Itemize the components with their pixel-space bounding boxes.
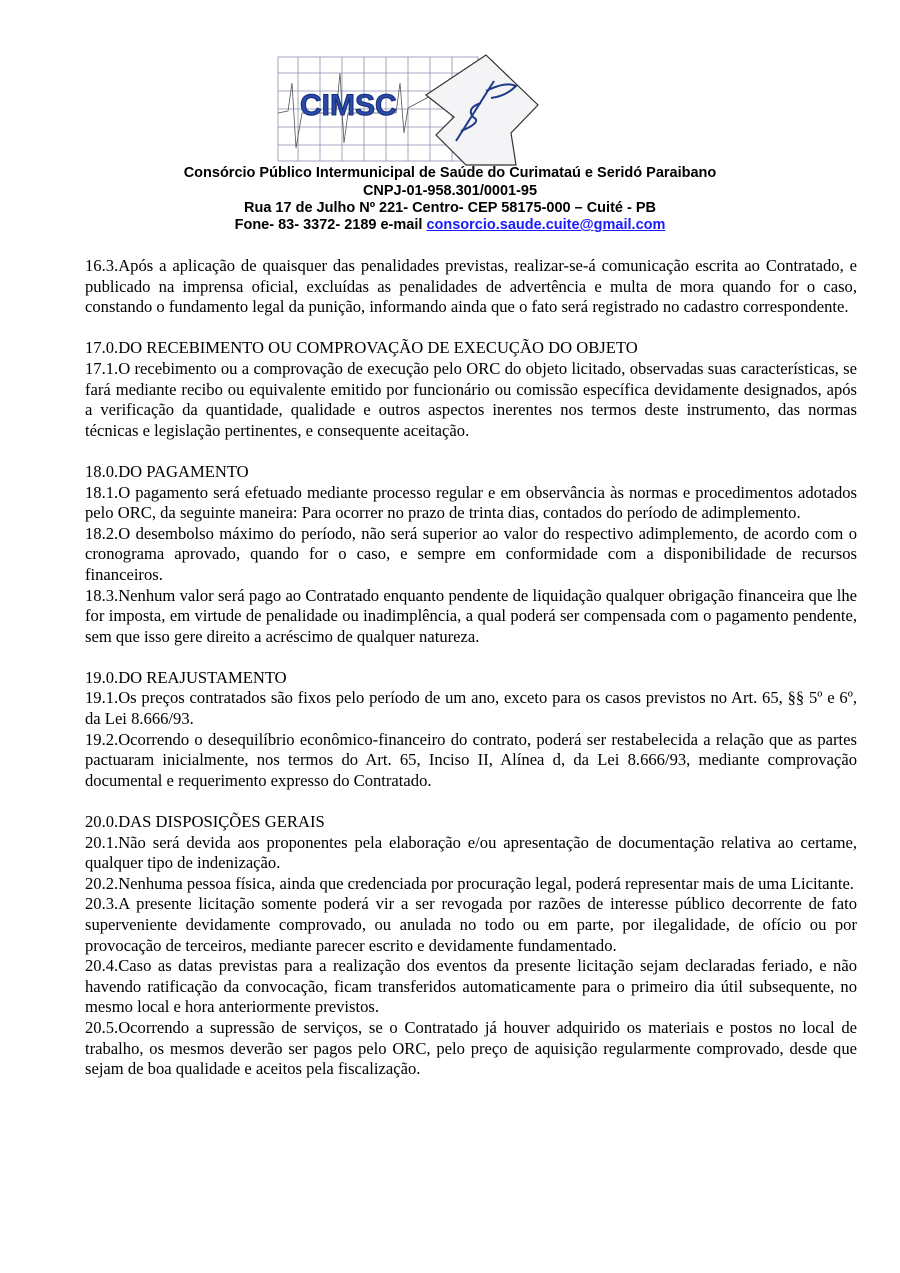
org-name: Consórcio Público Intermunicipal de Saúde do Curimataú e Seridó Paraibano [183,165,717,181]
clause-paragraph: 20.2.Nenhuma pessoa física, ainda que credenciada por procuração legal, poderá representar mais de uma Licitante. [85,873,854,893]
clause-paragraph: 18.2.O desembolso máximo do período, não será superior ao valor do respectivo adimplemento, de acordo com o cronograma aprovado, quando for o caso, e sempre em conformidade com a disponibilidade de recursos financeiros. [85,523,857,584]
document-body [85,256,857,1080]
svg-text:CIMSC: CIMSC [300,89,397,122]
clause-paragraph: 17.1.O recebimento ou a comprovação de execução pelo ORC do objeto licitado, observadas suas características, se fará mediante recibo ou equivalente emitido por funcionário ou comissão específica devidamente designados, após a verificação da quantidade, qualidade e outros aspectos inerentes nos termos deste instrumento, das normas técnicas e legislação pertinentes, e consequente aceitação. [85,358,857,440]
clause-paragraph: 16.3.Após a aplicação de quaisquer das penalidades previstas, realizar-se-á comunicação escrita ao Contratado, e publicado na imprensa oficial, excluídas as penalidades de advertência e multa de mora quando for o caso, constando o fundamento legal da punição, informando ainda que o fato será registrado no cadastro correspondente. [85,256,857,317]
spacer [85,647,857,668]
clause-paragraph: 18.1.O pagamento será efetuado mediante processo regular e em observância às normas e procedimentos adotados pelo ORC, da seguinte maneira: Para ocorrer no prazo de trinta dias, contados do período de adimplemento. [85,482,857,523]
clause-paragraph: 18.3.Nenhum valor será pago ao Contratado enquanto pendente de liquidação qualquer obrigação financeira que lhe for imposta, em virtude de penalidade ou inadimplência, a qual poderá ser compensada com o pagamento pendente, sem que isso gere direito a acréscimo de qualquer natureza. [85,585,857,646]
clause-paragraph: 19.1.Os preços contratados são fixos pelo período de um ano, exceto para os casos previstos no Art. 65, §§ 5º e 6º, da Lei 8.666/93. [85,688,857,729]
email-link[interactable]: consorcio.saude.cuite@gmail.com [426,217,666,233]
clause-paragraph: 20.3.A presente licitação somente poderá vir a ser revogada por razões de interesse público decorrente de fato superveniente devidamente comprovado, ou anulada no todo ou em parte, por ilegalidade, de ofício ou por provocação de terceiros, mediante parecer escrito e devidamente fundamentado. [85,894,857,955]
cnpj: CNPJ-01-958.301/0001-95 [362,183,538,199]
section-heading: 19.0.DO REAJUSTAMENTO [85,667,287,687]
section-heading: 17.0.DO RECEBIMENTO OU COMPROVAÇÃO DE EXECUÇÃO DO OBJETO [85,338,638,358]
clause-paragraph: 20.4.Caso as datas previstas para a realização dos eventos da presente licitação sejam declaradas feriado, e não havendo ratificação da convocação, ficam transferidos automaticamente para o primeiro dia útil subsequente, no mesmo local e hora anteriormente previstos. [85,956,857,1017]
section-heading: 20.0.DAS DISPOSIÇÕES GERAIS [85,812,325,832]
spacer [85,318,857,339]
phone: Fone- 83- 3372- 2189 e-mail [234,217,427,233]
spacer [85,441,857,462]
contact-line [0,217,900,233]
clause-paragraph: 20.5.Ocorrendo a supressão de serviços, se o Contratado já houver adquirido os materiais e postos no local de trabalho, os mesmos deverão ser pagos pelo ORC, pelo preço de aquisição regularmente comprovado, desde que sejam de boa qualidade e aceitos pela fiscalização. [85,1017,857,1079]
cimsc-logo [276,53,542,168]
section-heading: 18.0.DO PAGAMENTO [85,461,249,481]
address: Rua 17 de Julho Nº 221- Centro- CEP 58175-000 – Cuité - PB [244,200,656,216]
clause-paragraph: 20.1.Não será devida aos proponentes pela elaboração e/ou apresentação de documentação relativa ao certame, qualquer tipo de indenização. [85,832,857,873]
clause-paragraph: 19.2.Ocorrendo o desequilíbrio econômico-financeiro do contrato, poderá ser restabelecida a relação que as partes pactuaram inicialmente, nos termos do Art. 65, Inciso II, Alínea d, da Lei 8.666/93, mediante comprovação documental e requerimento expresso do Contratado. [85,729,857,790]
spacer [85,791,857,812]
